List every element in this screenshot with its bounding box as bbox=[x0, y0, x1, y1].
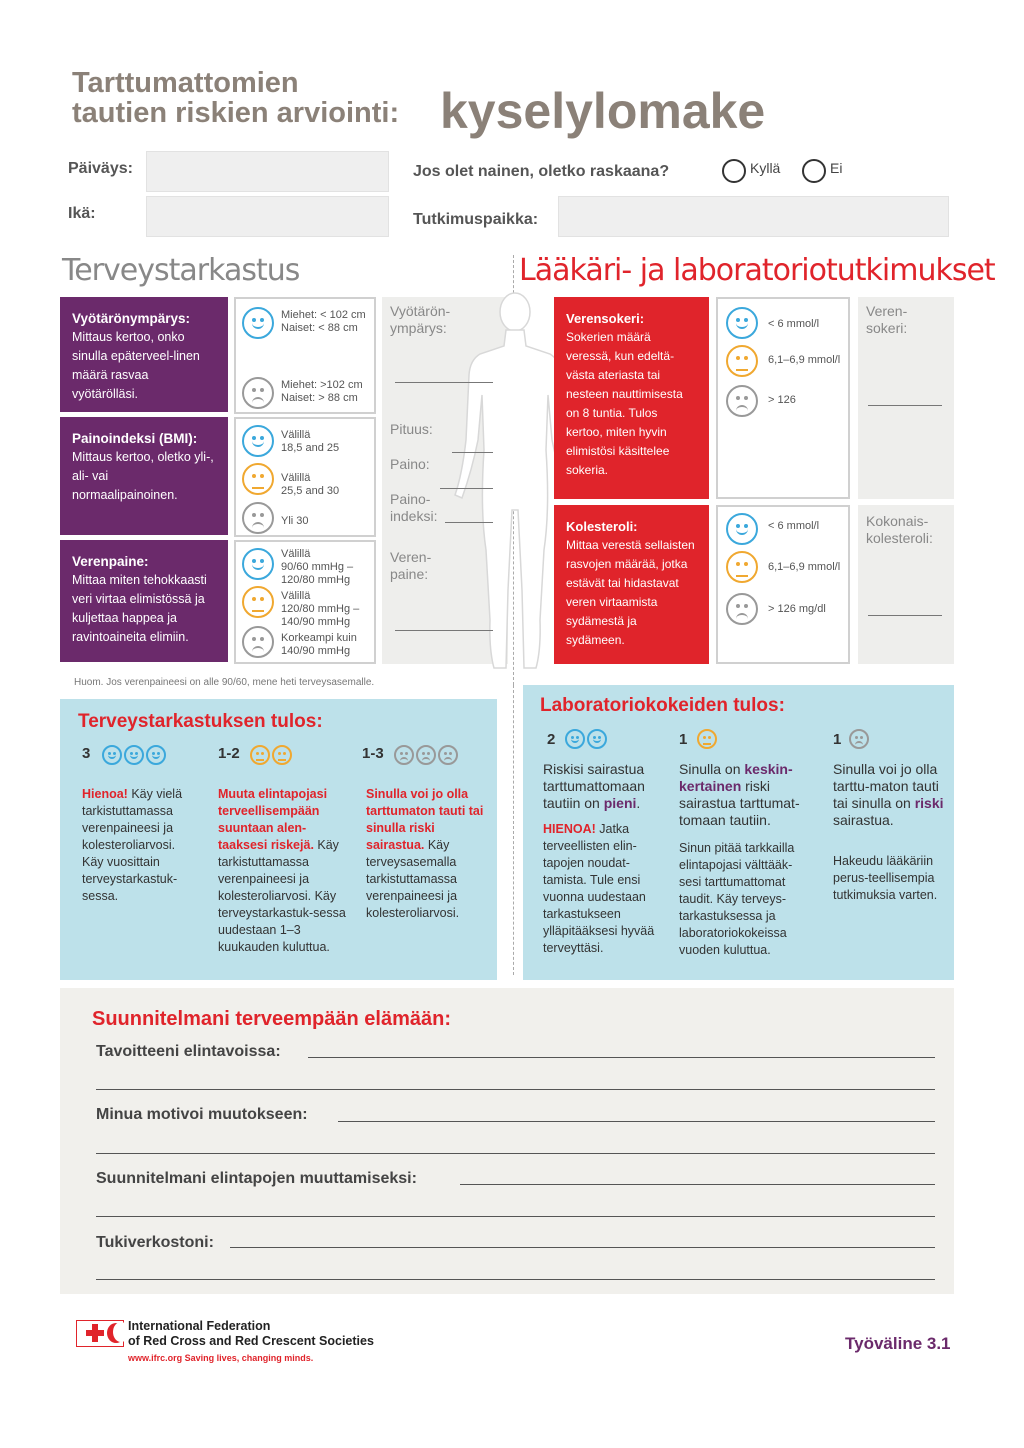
happy-face-icon bbox=[242, 548, 274, 580]
plan-goal-line-1[interactable] bbox=[308, 1057, 935, 1058]
bp-info bbox=[60, 540, 228, 662]
waist-good: Miehet: < 102 cm Naiset: < 88 cm bbox=[281, 309, 366, 334]
waist-info bbox=[60, 297, 228, 412]
happy-face-icon bbox=[726, 513, 758, 545]
neutral-face-icon bbox=[726, 345, 758, 377]
bmi-title: Painoindeksi (BMI): bbox=[72, 431, 198, 446]
happy-face-icon bbox=[102, 745, 122, 765]
no-label: Ei bbox=[830, 160, 843, 176]
bp-title: Verenpaine: bbox=[72, 554, 149, 569]
waist-field-label: Vyötärön- ympärys: bbox=[390, 303, 451, 336]
chol-title: Kolesteroli: bbox=[566, 519, 638, 534]
neutral-face-icon bbox=[726, 551, 758, 583]
sad-face-icon bbox=[438, 745, 458, 765]
org-name bbox=[128, 1319, 374, 1349]
happy-face-icon bbox=[242, 425, 274, 457]
sad-face-icon bbox=[726, 593, 758, 625]
age-field[interactable] bbox=[146, 196, 389, 237]
sad-face-icon bbox=[242, 377, 274, 409]
bmi-bad: Yli 30 bbox=[281, 515, 309, 527]
happy-face-icon bbox=[565, 729, 585, 749]
pregnant-question: Jos olet nainen, oletko raskaana? bbox=[413, 163, 670, 180]
bmi-line[interactable] bbox=[445, 522, 493, 523]
org-url: www.ifrc.org Saving lives, changing minds. bbox=[128, 1353, 314, 1363]
sad-face-icon bbox=[242, 626, 274, 658]
chol-info bbox=[554, 505, 709, 664]
bp-mid: Välillä 120/80 mmHg – 140/90 mmHg bbox=[281, 590, 360, 628]
lab-result-3: Hakeudu lääkäriin perus-teellisempia tutkimuksia varten. bbox=[833, 854, 938, 902]
health-result-1: Hienoa! Käy vielä tarkistuttamassa verenpaineesi ja kolesteroliarvosi. Käy vuosittain terveystarkastuk-sessa. bbox=[82, 787, 183, 903]
sugar-bad: > 126 bbox=[768, 394, 796, 406]
neutral-face-icon bbox=[272, 745, 292, 765]
age-label: Ikä: bbox=[68, 205, 96, 222]
neutral-face-icon bbox=[242, 586, 274, 618]
bmi-text: Mittaus kertoo, oletko yli-, ali- vai normaalipainoinen. bbox=[72, 450, 214, 502]
plan-change-label: Suunnitelmani elintapojen muuttamiseksi: bbox=[96, 1170, 417, 1187]
health-results-title: Terveystarkastuksen tulos: bbox=[78, 711, 323, 732]
bmi-mid: Välillä 25,5 and 30 bbox=[281, 472, 340, 497]
red-cross-logo bbox=[76, 1320, 124, 1347]
chol-mid: 6,1–6,9 mmol/l bbox=[768, 561, 841, 573]
bmi-smileys bbox=[234, 417, 376, 537]
place-label: Tutkimuspaikka: bbox=[413, 211, 539, 228]
lab-result-2-summary: Sinulla on keskin-kertainen riski sairastua tarttumat-tomaan tautiin. bbox=[679, 761, 800, 828]
waist-line[interactable] bbox=[395, 382, 493, 383]
title-big: kyselylomake bbox=[440, 83, 766, 139]
score-1-2: 1-2 bbox=[218, 745, 240, 762]
bp-good: Välillä 90/60 mmHg – 120/80 mmHg bbox=[281, 548, 354, 586]
lab-score-2: 2 bbox=[547, 731, 556, 748]
chol-smileys bbox=[716, 505, 850, 664]
health-result-2: Muuta elintapojasi terveellisempään suuntaan alen-taaksesi riskejä. Käy tarkistuttamassa verenpaineesi ja kolesteroliarvosi. Käy terveystarkastuk-sessa uudestaan 1–3 kuukauden kuluttua. bbox=[218, 787, 346, 954]
plan-goal-line-2[interactable] bbox=[96, 1089, 935, 1090]
plan-title: Suunnitelmani terveempään elämään: bbox=[92, 1008, 452, 1030]
weight-field-label: Paino: bbox=[390, 456, 430, 472]
yes-radio[interactable] bbox=[722, 159, 746, 183]
chol-text: Mittaa verestä sellaisten rasvojen määrää, jotka estävät tai hidastavat veren virtaamista sydämestä ja sydämeen. bbox=[566, 538, 695, 647]
chol-field-label: Kokonais- kolesteroli: bbox=[866, 513, 933, 546]
plan-section bbox=[60, 988, 954, 1294]
tool-number: Työväline 3.1 bbox=[845, 1334, 951, 1353]
plan-motivation-line-1[interactable] bbox=[338, 1121, 935, 1122]
lab-score-1b: 1 bbox=[833, 731, 842, 748]
sad-face-icon bbox=[416, 745, 436, 765]
happy-face-icon bbox=[124, 745, 144, 765]
neutral-face-icon bbox=[242, 463, 274, 495]
waist-smileys bbox=[234, 297, 376, 414]
waist-title: Vyötärönympärys: bbox=[72, 311, 191, 326]
sugar-mid: 6,1–6,9 mmol/l bbox=[768, 354, 841, 366]
lab-results bbox=[523, 685, 954, 980]
lab-score-1a: 1 bbox=[679, 731, 688, 748]
bp-note: Huom. Jos verenpaineesi on alle 90/60, mene heti terveysasemalle. bbox=[74, 677, 375, 688]
plan-change-line-2[interactable] bbox=[96, 1216, 935, 1217]
sugar-line[interactable] bbox=[868, 405, 942, 406]
happy-face-icon bbox=[587, 729, 607, 749]
bmi-info bbox=[60, 417, 228, 535]
bp-line[interactable] bbox=[395, 630, 493, 631]
bp-bad: Korkeampi kuin 140/90 mmHg bbox=[281, 632, 357, 657]
health-check-results bbox=[60, 699, 497, 980]
title-line-1: Tarttumattomien bbox=[72, 67, 299, 99]
sugar-field bbox=[858, 297, 954, 499]
divider bbox=[513, 685, 514, 975]
plan-support-line-2[interactable] bbox=[96, 1279, 935, 1280]
waist-text: Mittaus kertoo, onko sinulla epäterveel-linen määrä rasvaa vyötärölläsi. bbox=[72, 330, 200, 401]
sugar-field-label: Veren- sokeri: bbox=[866, 303, 908, 336]
plan-motivation-label: Minua motivoi muutokseen: bbox=[96, 1106, 308, 1123]
date-label: Päiväys: bbox=[68, 160, 133, 177]
sugar-info bbox=[554, 297, 709, 499]
happy-face-icon bbox=[242, 307, 274, 339]
bp-text: Mittaa miten tehokkaasti veri virtaa elimistössä ja kuljettaa happea ja ravintoaineita elimiin. bbox=[72, 573, 207, 644]
chol-good: < 6 mmol/l bbox=[768, 520, 820, 532]
happy-face-icon bbox=[726, 307, 758, 339]
section-title-lab: Lääkäri- ja laboratoriotutkimukset bbox=[519, 253, 995, 288]
lab-results-title: Laboratoriokokeiden tulos: bbox=[540, 695, 785, 716]
sugar-smileys bbox=[716, 297, 850, 499]
title-line-2: tautien riskien arviointi: bbox=[72, 97, 400, 129]
sad-face-icon bbox=[726, 385, 758, 417]
lab-result-1-summary: Riskisi sairastua tarttumattomaan tautiin on pieni. bbox=[543, 761, 645, 811]
plan-change-line-1[interactable] bbox=[460, 1184, 935, 1185]
section-title-health-check: Terveystarkastus bbox=[62, 253, 300, 288]
lab-result-3-summary: Sinulla voi jo olla tarttu-maton tauti tai sinulla on riski sairastua. bbox=[833, 761, 944, 828]
height-line[interactable] bbox=[452, 452, 493, 453]
plan-goal-label: Tavoitteeni elintavoissa: bbox=[96, 1043, 281, 1060]
title-small bbox=[72, 68, 399, 128]
weight-line[interactable] bbox=[440, 488, 493, 489]
lab-result-2: Sinun pitää tarkkailla elintapojasi välttääk-sesi tarttumattomat taudit. Käy terveys-tarkastuksessa ja laboratoriokokeissa vuoden kuluttua. bbox=[679, 841, 795, 957]
chol-line[interactable] bbox=[868, 615, 942, 616]
score-3: 3 bbox=[82, 745, 91, 762]
plan-support-line-1[interactable] bbox=[230, 1247, 935, 1248]
bmi-good: Välillä 18,5 and 25 bbox=[281, 429, 340, 454]
sad-face-icon bbox=[242, 502, 274, 534]
chol-bad: > 126 mg/dl bbox=[768, 603, 826, 615]
neutral-face-icon bbox=[697, 729, 717, 749]
neutral-face-icon bbox=[250, 745, 270, 765]
bp-field-label: Veren- paine: bbox=[390, 549, 432, 582]
org-line-2: of Red Cross and Red Crescent Societies bbox=[128, 1334, 374, 1348]
plan-motivation-line-2[interactable] bbox=[96, 1153, 935, 1154]
waist-bad: Miehet: >102 cm Naiset: > 88 cm bbox=[281, 379, 363, 404]
sad-face-icon bbox=[394, 745, 414, 765]
bp-smileys bbox=[234, 540, 376, 664]
sugar-title: Verensokeri: bbox=[566, 311, 645, 326]
score-1-3: 1-3 bbox=[362, 745, 384, 762]
no-radio[interactable] bbox=[802, 159, 826, 183]
sugar-good: < 6 mmol/l bbox=[768, 318, 820, 330]
plan-support-label: Tukiverkostoni: bbox=[96, 1234, 214, 1251]
health-result-3: Sinulla voi jo olla tarttumaton tauti tai sinulla riski sairastua. Käy terveysasemalla tarkistuttamassa verenpaineesi ja kolesteroliarvosi. bbox=[366, 787, 484, 920]
sad-face-icon bbox=[849, 729, 869, 749]
lab-result-1: HIENOA! Jatka terveellisten elin-tapojen noudat-tamista. Tule ensi vuonna uudestaan tarkastukseen ylläpitääksesi hyvää terveyttäsi. bbox=[543, 822, 655, 955]
date-field[interactable] bbox=[146, 151, 389, 192]
chol-field bbox=[858, 505, 954, 664]
bmi-field-label: Paino- indeksi: bbox=[390, 491, 438, 524]
place-field[interactable] bbox=[558, 196, 949, 237]
yes-label: Kyllä bbox=[750, 160, 781, 176]
happy-face-icon bbox=[146, 745, 166, 765]
org-line-1: International Federation bbox=[128, 1319, 271, 1333]
sugar-text: Sokerien määrä veressä, kun edeltä-västa ateriasta tai nesteen nauttimisesta on 8 tuntia. Tulos kertoo, miten hyvin elimistösi käsittelee sokeria. bbox=[566, 330, 683, 477]
height-field-label: Pituus: bbox=[390, 421, 433, 437]
